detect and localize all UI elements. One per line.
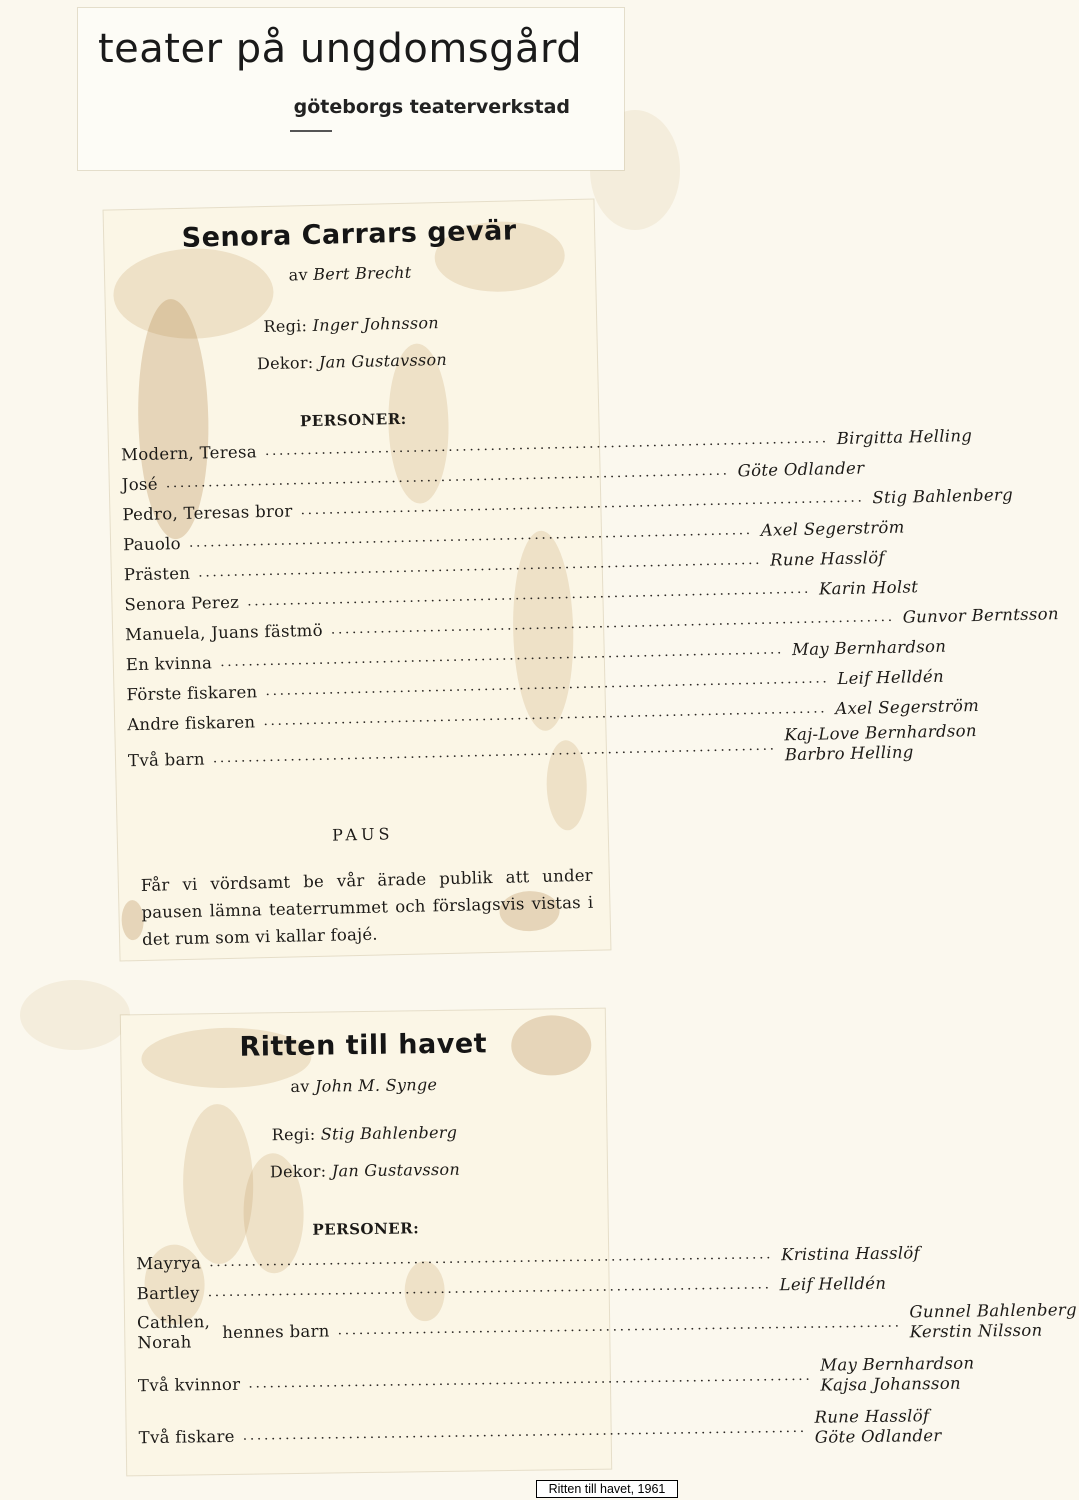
cast-role: Manuela, Juans fästmö — [124, 620, 324, 645]
leader-dots: ................................................................................ — [265, 670, 830, 700]
cast-actor: Rune Hasslöf — [769, 548, 886, 570]
author-prefix: av — [290, 1076, 310, 1097]
leader-dots: ................................................................................ — [198, 551, 763, 581]
play-title: Ritten till havet — [239, 1028, 488, 1063]
cast-role: Pedro, Teresas bror — [122, 501, 293, 525]
leader-dots: ................................................................................ — [330, 608, 895, 638]
leader-dots: ................................................................................ — [248, 1367, 813, 1392]
leader-dots: ................................................................................ — [212, 737, 777, 767]
author: Bert Brecht — [312, 262, 412, 284]
direction-label: Regi: — [263, 316, 308, 337]
persons-heading: PERSONER: — [312, 1219, 420, 1239]
cast-role: Två fiskare — [138, 1426, 235, 1447]
direction-label: Regi: — [271, 1124, 316, 1145]
author-prefix: av — [288, 265, 309, 285]
cast-actor: Kajsa Johansson — [820, 1373, 962, 1395]
director: Stig Bahlenberg — [320, 1122, 458, 1144]
cast-actor: Stig Bahlenberg — [872, 485, 1014, 508]
leader-dots: ................................................................................ — [209, 1246, 774, 1271]
cast-actor: Barbro Helling — [784, 742, 914, 765]
cast-actor: Axel Segerström — [760, 517, 905, 540]
cast-actor: Karin Holst — [818, 577, 919, 599]
cast-role: Cathlen, — [136, 1312, 211, 1333]
cast-role: Senora Perez — [124, 592, 240, 615]
play-title: Senora Carrars gevär — [181, 215, 517, 254]
cast-actor: Leif Helldén — [837, 666, 945, 689]
set-label: Dekor: — [256, 352, 314, 374]
header-slip — [78, 8, 624, 170]
cast-actor: Leif Helldén — [779, 1273, 887, 1295]
image-caption: Ritten till havet, 1961 — [536, 1480, 678, 1498]
cast-role-suffix: hennes barn — [222, 1321, 330, 1342]
cast-role: Bartley — [136, 1283, 200, 1304]
cast-role: Förste fiskaren — [126, 682, 258, 705]
cast-role: Andre fiskaren — [127, 712, 256, 735]
theater-subtitle: göteborgs teaterverkstad — [293, 96, 570, 118]
leader-dots: ................................................................................ — [264, 430, 829, 460]
leader-dots: ................................................................................ — [207, 1276, 772, 1301]
theater-title: teater på ungdomsgård — [98, 26, 583, 72]
cast-actor: Axel Segerström — [835, 695, 980, 719]
cast-row — [136, 1300, 1078, 1353]
cast-actor: Gunnel Bahlenberg — [909, 1300, 1078, 1322]
leader-dots: ................................................................................ — [165, 462, 730, 492]
cast-role: Två barn — [127, 749, 205, 770]
leader-dots: ................................................................................ — [246, 580, 812, 610]
cast-row — [138, 1406, 942, 1457]
cast-role: Modern, Teresa — [120, 442, 258, 465]
persons-heading: PERSONER: — [299, 409, 407, 431]
cast-row — [136, 1273, 887, 1304]
intermission-heading: PAUS — [331, 824, 394, 845]
cast-actor: Kaj-Love Bernhardson — [784, 720, 977, 745]
program-slip-senora-carrar — [104, 200, 1060, 961]
program-slip-ritten-till-havet — [121, 1009, 1078, 1476]
leader-dots: ................................................................................ — [242, 1419, 807, 1444]
cast-actor: Birgitta Helling — [836, 426, 973, 449]
cast-actor: Gunvor Berntsson — [902, 604, 1060, 627]
cast-actor: May Bernhardson — [820, 1353, 975, 1375]
cast-actor: May Bernhardson — [791, 636, 947, 660]
cast-roles — [137, 1312, 211, 1353]
cast-actor: Göte Odlander — [814, 1425, 942, 1447]
set-designer: Jan Gustavsson — [331, 1159, 461, 1181]
cast-actor: Göte Odlander — [737, 458, 865, 481]
cast-role: Norah — [137, 1332, 192, 1353]
cast-actor: Rune Hasslöf — [814, 1406, 930, 1427]
cast-role: Mayrya — [136, 1253, 202, 1274]
cast-actors — [909, 1300, 1077, 1342]
set-designer: Jan Gustavsson — [318, 349, 448, 372]
cast-row — [122, 517, 905, 555]
cast-role: José — [121, 474, 158, 495]
cast-actors — [820, 1354, 975, 1396]
cast-row — [137, 1353, 975, 1405]
cast-actors — [784, 721, 977, 765]
leader-dots: ................................................................................ — [300, 489, 865, 519]
set-label: Dekor: — [269, 1161, 327, 1182]
intermission-notice: Får vi vördsamt be vår ärade publik att under pausen lämna teaterrummet och förslagsvis vistas i det rum som vi kallar foajé. — [140, 865, 594, 949]
page-stain — [20, 980, 130, 1050]
author: John M. Synge — [314, 1074, 438, 1096]
leader-dots: ................................................................................ — [219, 641, 785, 671]
director: Inger Johnsson — [312, 313, 440, 335]
cast-row — [126, 666, 945, 705]
cast-role: Prästen — [123, 563, 191, 585]
leader-dots: ................................................................................ — [263, 700, 828, 730]
cast-role: Pauolo — [122, 533, 182, 555]
cast-role: En kvinna — [125, 653, 213, 675]
cast-actor: Kristina Hasslöf — [781, 1243, 921, 1265]
cast-role: Två kvinnor — [137, 1374, 241, 1395]
cast-actor: Kerstin Nilsson — [909, 1320, 1043, 1342]
leader-dots: ................................................................................ — [188, 522, 753, 551]
cast-actors — [814, 1406, 941, 1448]
leader-dots: ................................................................................ — [337, 1314, 902, 1339]
header-underline — [290, 130, 332, 132]
